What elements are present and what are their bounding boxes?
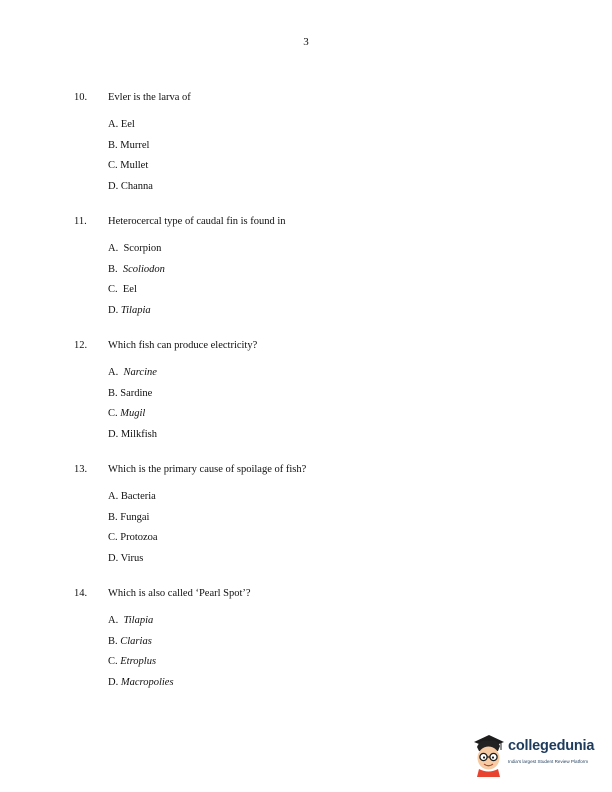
option-letter: B. — [108, 139, 121, 151]
option-letter: A. — [108, 367, 124, 378]
option-letter: D. — [108, 305, 121, 317]
option-letter: D. — [108, 429, 121, 441]
options-list — [108, 366, 534, 449]
options-list — [108, 118, 534, 201]
option-d — [108, 428, 534, 449]
question-number: 13. — [74, 464, 88, 475]
option-text: Scorpion — [123, 243, 162, 254]
option-letter: A. — [108, 615, 124, 626]
options-list — [108, 490, 534, 573]
option-text: Sardine — [120, 387, 153, 399]
option-c — [108, 283, 534, 304]
question-12 — [74, 339, 534, 449]
option-letter: B. — [108, 511, 121, 523]
option-a — [108, 614, 534, 635]
question-10 — [74, 91, 534, 201]
option-text: Eel — [120, 119, 135, 130]
option-d — [108, 180, 534, 201]
question-14 — [74, 587, 534, 697]
option-text: Protozoa — [120, 532, 158, 544]
option-d — [108, 552, 534, 573]
option-a — [108, 490, 534, 511]
options-list — [108, 614, 534, 697]
option-letter: D. — [108, 181, 121, 193]
option-letter: B. — [108, 635, 121, 647]
option-b — [108, 635, 534, 656]
option-b — [108, 139, 534, 160]
option-c — [108, 159, 534, 180]
option-text: Etroplus — [120, 656, 157, 668]
option-b — [108, 511, 534, 532]
option-b — [108, 263, 534, 284]
question-number: 12. — [74, 340, 88, 351]
question-text: Heterocercal type of caudal fin is found in — [108, 216, 286, 227]
option-d — [108, 676, 534, 697]
option-text: Tilapia — [123, 615, 154, 626]
option-letter: D. — [108, 553, 121, 565]
option-letter: C. — [108, 532, 121, 544]
option-text: Fungai — [120, 511, 150, 523]
option-text: Mugil — [120, 408, 146, 420]
option-text: Bacteria — [120, 491, 156, 502]
option-letter: C. — [108, 408, 121, 420]
option-text: Mullet — [120, 160, 149, 172]
option-c — [108, 655, 534, 676]
page-number: 3 — [303, 36, 309, 48]
question-text: Which is the primary cause of spoilage of fish? — [108, 464, 307, 475]
question-text: Which fish can produce electricity? — [108, 340, 258, 351]
option-letter: A. — [108, 119, 121, 130]
option-letter: C. — [108, 656, 121, 668]
question-number: 11. — [74, 216, 87, 227]
option-letter: B. — [108, 263, 123, 275]
options-list — [108, 242, 534, 325]
question-11 — [74, 215, 534, 325]
option-letter: C. — [108, 160, 121, 172]
option-text: Milkfish — [120, 429, 158, 441]
question-13 — [74, 463, 534, 573]
option-text: Scoliodon — [122, 263, 165, 275]
question-text: Evler is the larva of — [108, 92, 191, 103]
logo-name: collegedunia — [508, 738, 595, 754]
option-b — [108, 387, 534, 408]
option-letter: A. — [108, 243, 124, 254]
question-number: 14. — [74, 588, 88, 599]
option-a — [108, 118, 534, 139]
option-d — [108, 304, 534, 325]
mascot-icon — [470, 733, 506, 777]
option-c — [108, 407, 534, 428]
option-c — [108, 531, 534, 552]
logo-tagline: India's largest Student Review Platform — [508, 759, 589, 764]
question-number: 10. — [74, 92, 88, 103]
option-text: Channa — [120, 181, 153, 193]
option-text: Eel — [122, 284, 137, 296]
option-text: Macropolies — [120, 677, 174, 689]
option-text: Clarias — [120, 635, 152, 647]
option-letter: C. — [108, 284, 123, 296]
option-a — [108, 242, 534, 263]
option-letter: A. — [108, 491, 121, 502]
option-letter: B. — [108, 387, 121, 399]
option-letter: D. — [108, 677, 121, 689]
option-a — [108, 366, 534, 387]
collegedunia-logo[interactable] — [470, 733, 605, 779]
option-text: Murrel — [120, 139, 150, 151]
option-text: Tilapia — [120, 305, 151, 317]
option-text: Virus — [120, 553, 144, 565]
question-text: Which is also called ‘Pearl Spot’? — [108, 588, 251, 599]
option-text: Narcine — [123, 367, 157, 378]
